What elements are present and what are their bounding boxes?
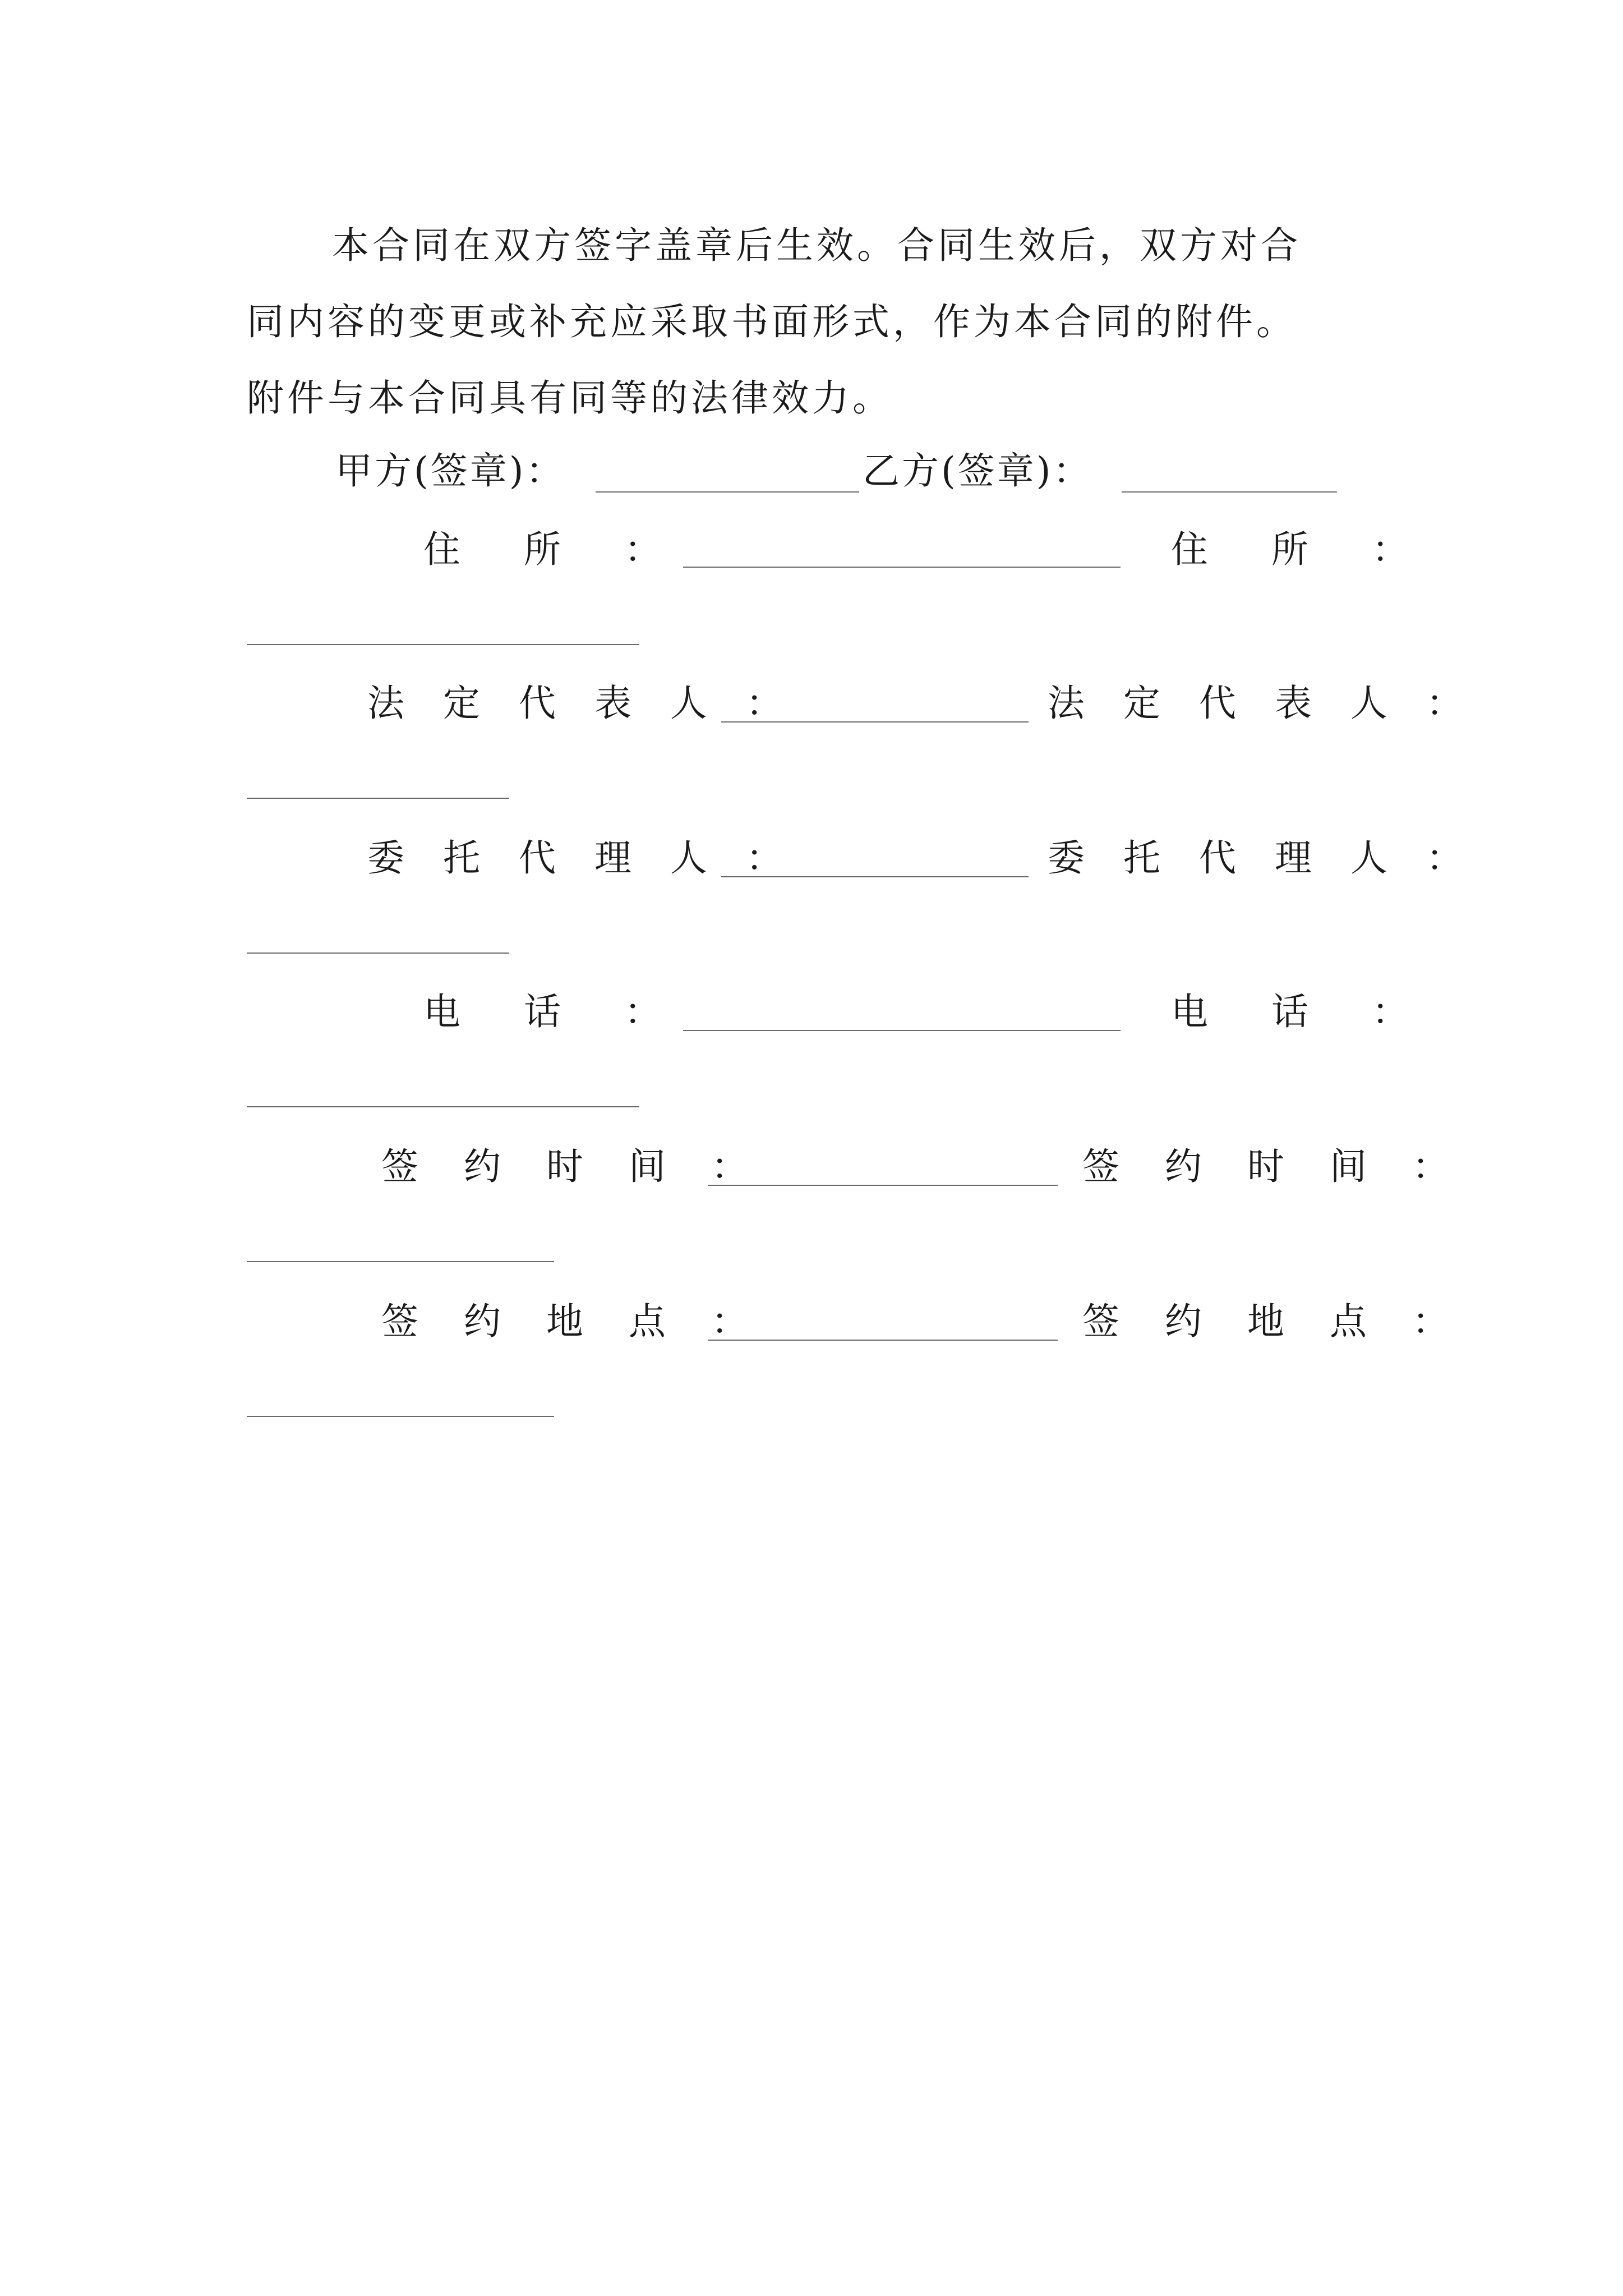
paragraph-line-3: 附件与本合同具有同等的法律效力。	[247, 376, 893, 420]
party-a-phone-label: 电 话 ：	[423, 990, 687, 1033]
party-b-address-label: 住 所 ：	[1171, 528, 1435, 571]
party-a-signature-field[interactable]	[596, 491, 859, 493]
party-b-phone-label: 电 话 ：	[1171, 990, 1435, 1033]
party-b-label: 乙方(签章)：	[863, 449, 1092, 493]
party-a-sign-time-field[interactable]	[708, 1185, 1058, 1186]
party-b-legal-rep-label: 法 定 代 表 人 ：	[1048, 682, 1477, 725]
party-b-address-field[interactable]	[247, 644, 639, 645]
party-b-phone-field[interactable]	[247, 1106, 639, 1107]
party-b-agent-field[interactable]	[247, 953, 509, 954]
party-a-phone-field[interactable]	[683, 1030, 1121, 1031]
party-a-legal-rep-label: 法 定 代 表 人 ：	[367, 682, 796, 725]
effectiveness-paragraph	[247, 208, 1385, 436]
paragraph-line-1: 本合同在双方签字盖章后生效。合同生效后，双方对合	[332, 224, 1301, 267]
party-a-label: 甲方(签章)：	[335, 449, 565, 493]
party-a-legal-rep-field[interactable]	[721, 721, 1029, 723]
party-a-sign-place-label: 签 约 地 点 ：	[381, 1300, 765, 1343]
party-a-sign-place-field[interactable]	[708, 1340, 1058, 1341]
party-a-agent-field[interactable]	[721, 876, 1029, 877]
party-b-agent-label: 委 托 代 理 人 ：	[1048, 836, 1477, 880]
party-a-address-label: 住 所 ：	[423, 528, 687, 571]
party-b-legal-rep-field[interactable]	[247, 798, 509, 799]
paragraph-line-2: 同内容的变更或补充应采取书面形式，作为本合同的附件。	[247, 300, 1297, 343]
party-b-sign-place-field[interactable]	[247, 1416, 554, 1417]
party-b-sign-time-label: 签 约 时 间 ：	[1082, 1145, 1466, 1188]
party-a-sign-time-label: 签 约 时 间 ：	[381, 1145, 765, 1188]
party-a-agent-label: 委 托 代 理 人 ：	[367, 836, 796, 880]
party-b-sign-place-label: 签 约 地 点 ：	[1082, 1300, 1466, 1343]
party-a-address-field[interactable]	[683, 567, 1121, 568]
party-b-signature-field[interactable]	[1122, 491, 1337, 493]
party-b-sign-time-field[interactable]	[247, 1261, 554, 1262]
